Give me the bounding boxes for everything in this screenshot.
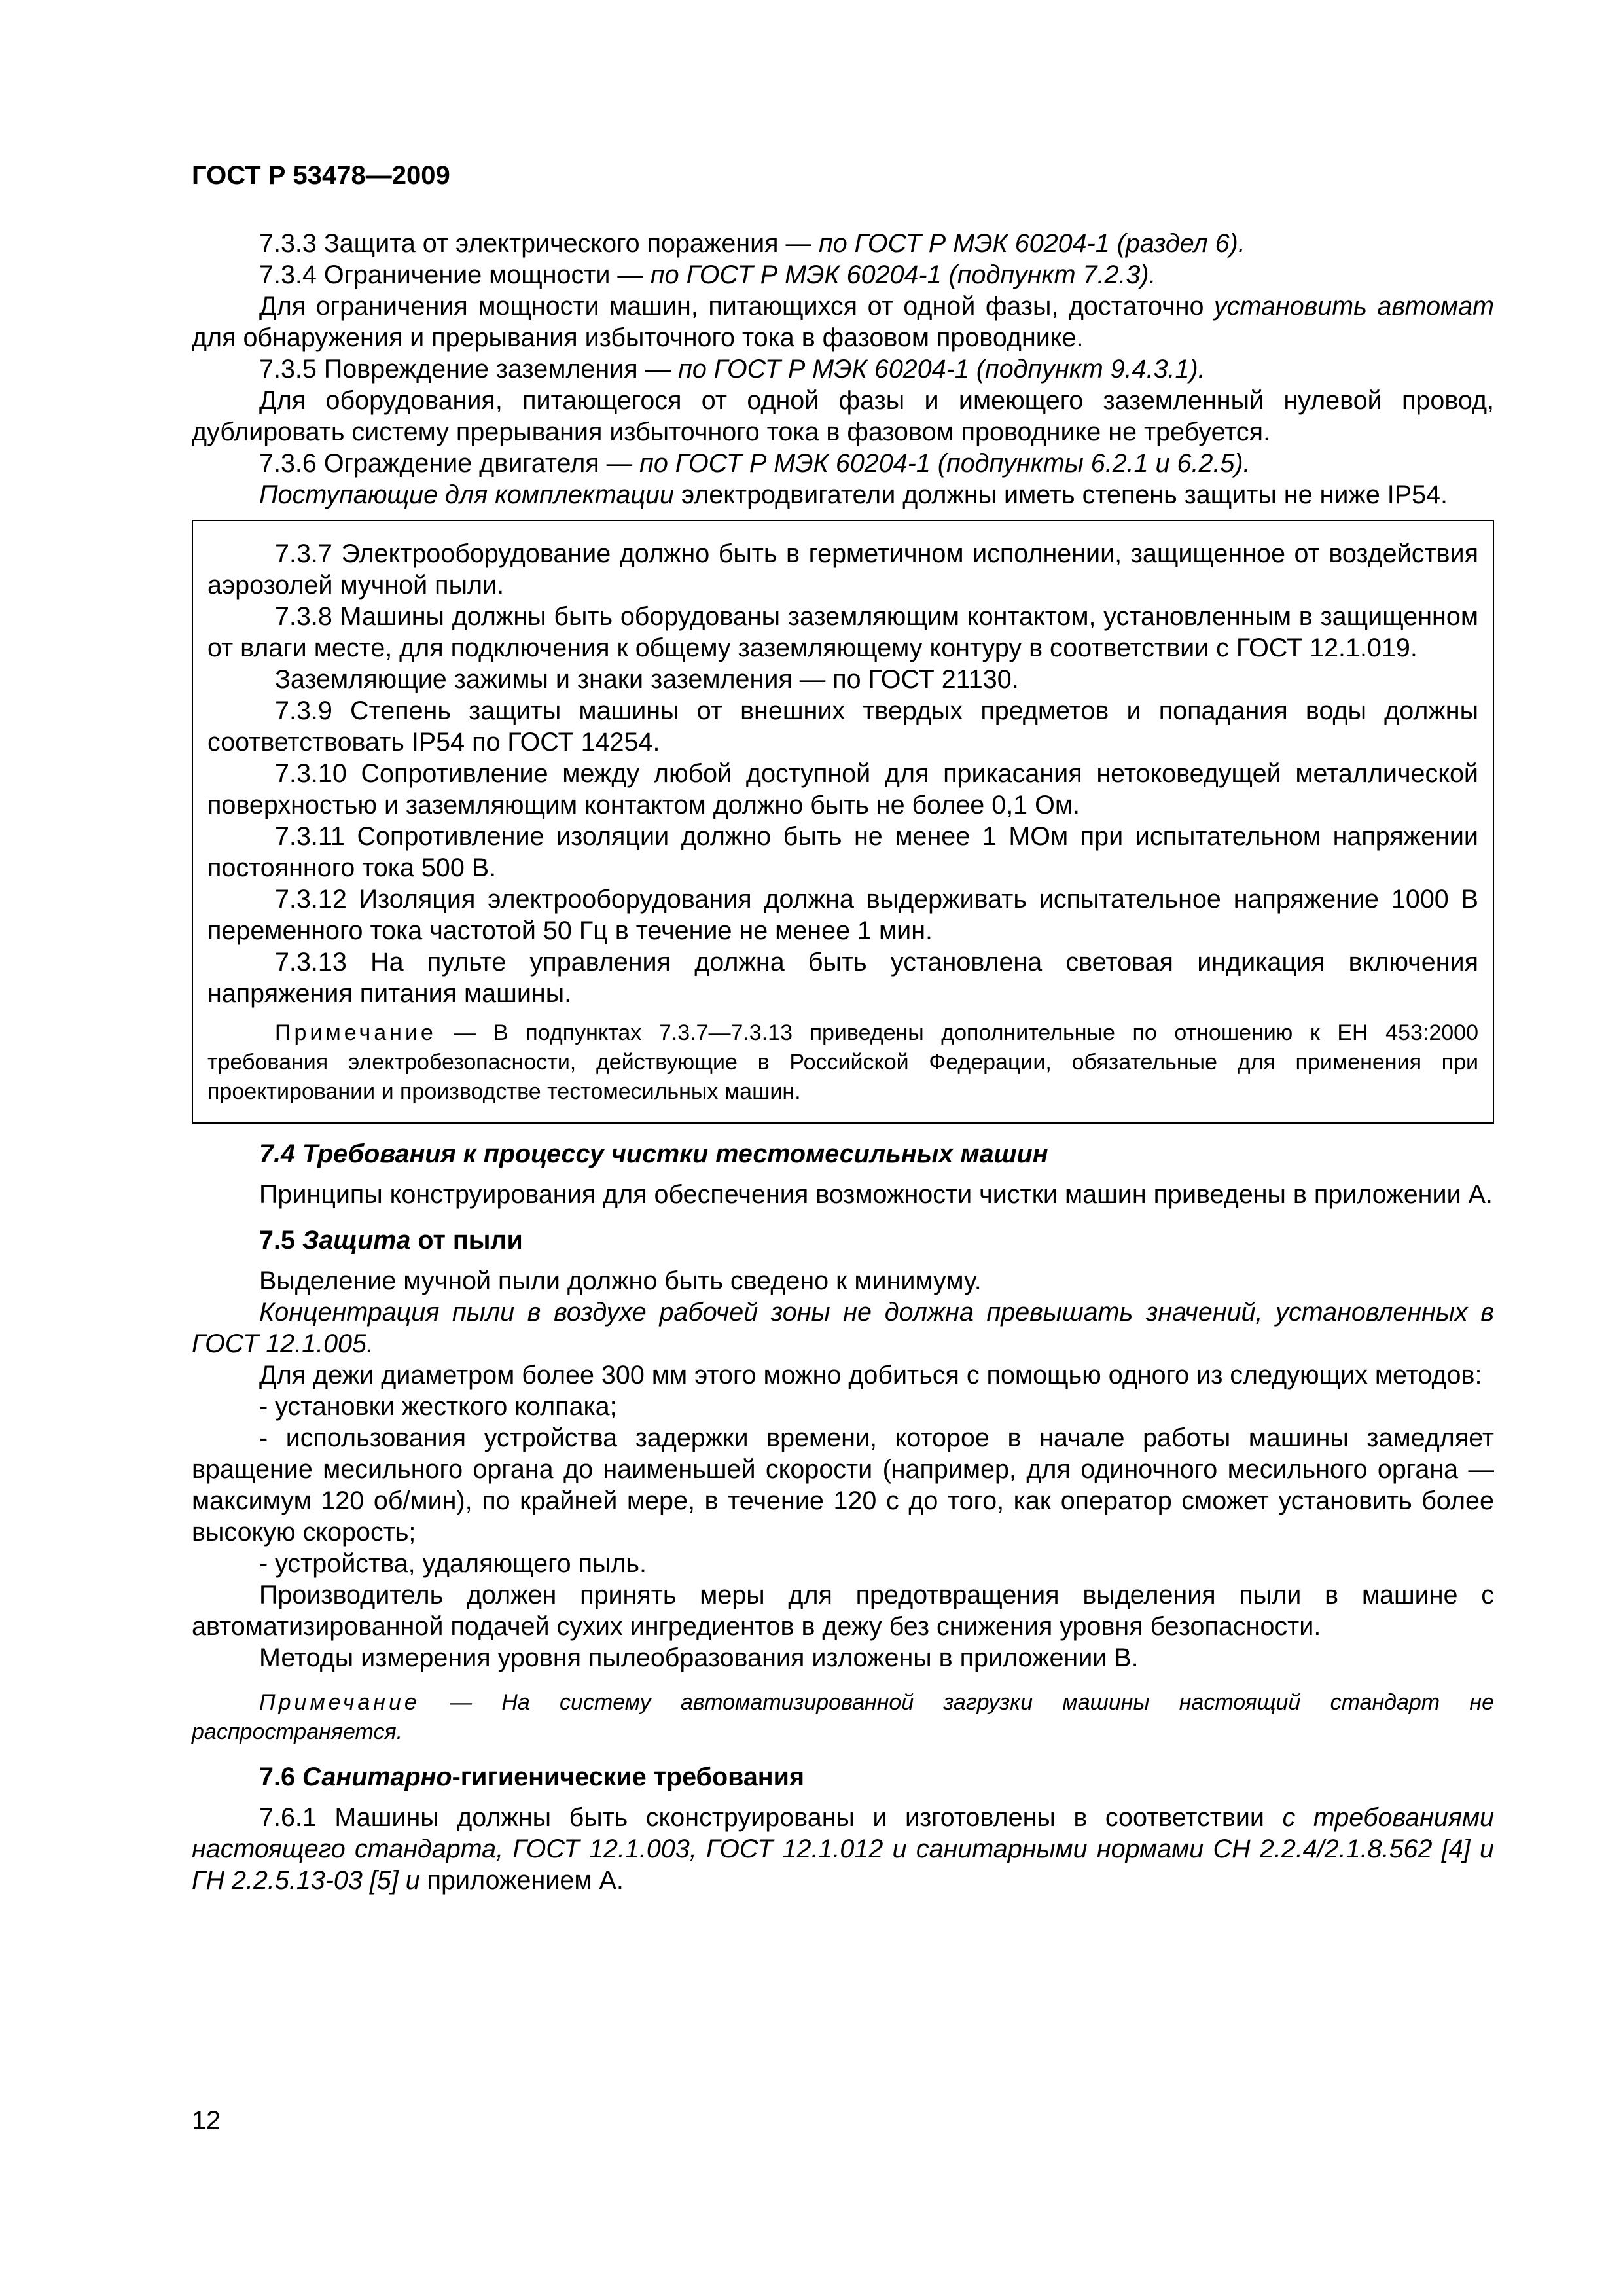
clause-7-3-3: 7.3.3 Защита от электрического поражения — по ГОСТ Р МЭК 60204-1 (раздел 6). [259, 229, 1245, 258]
box-note: Примечание — В подпунктах 7.3.7—7.3.13 приведены дополнительные по отношению к ЕН 453:2000 требования электробезопасности, действующие в Российской Федерации, обязательные для применения при проектировании и производстве тестомесильных машин. [207, 1020, 1478, 1104]
clause-7-3-9: 7.3.9 Степень защиты машины от внешних твердых предметов и попадания воды должны соответствовать IP54 по ГОСТ 14254. [207, 696, 1478, 757]
section-7-5-p1: Выделение мучной пыли должно быть сведено к минимуму. [259, 1266, 982, 1295]
clause-7-3-10: 7.3.10 Сопротивление между любой доступной для прикасания нетоковедущей металлической поверхностью и заземляющим контактом должно быть не более 0,1 Ом. [207, 759, 1478, 819]
clause-7-3-5: 7.3.5 Повреждение заземления — по ГОСТ Р МЭК 60204-1 (подпункт 9.4.3.1). [259, 355, 1205, 384]
section-7-5-p4: Производитель должен принять меры для предотвращения выделения пыли в машине с автоматизированной подачей сухих ингредиентов в дежу без снижения уровня безопасности. [192, 1581, 1494, 1641]
clause-7-3-4-text: Для ограничения мощности машин, питающихся от одной фазы, достаточно установить автомат для обнаружения и прерывания избыточного тока в фазовом проводнике. [192, 292, 1495, 352]
clause-7-6-1: 7.6.1 Машины должны быть сконструированы и изготовлены в соответствии с требованиями настоящего стандарта, ГОСТ 12.1.003, ГОСТ 12.1.012 и санитарными нормами СН 2.2.4/2.1.8.562 [4] и ГН 2.2.5.13-03 [5] и приложением А. [192, 1803, 1494, 1895]
clause-7-3-8: 7.3.8 Машины должны быть оборудованы заземляющим контактом, установленным в защищенном от влаги месте, для подключения к общему заземляющему контуру в соответствии с ГОСТ 12.1.019. [207, 602, 1478, 662]
clause-7-3-4: 7.3.4 Ограничение мощности — по ГОСТ Р МЭК 60204-1 (подпункт 7.2.3). [259, 260, 1156, 289]
section-7-4-text: Принципы конструирования для обеспечения возможности чистки машин приведены в приложении А. [259, 1180, 1493, 1209]
section-7-4-heading: 7.4 Требования к процессу чистки тестомесильных машин [259, 1139, 1048, 1168]
clause-7-3-13: 7.3.13 На пульте управления должна быть установлена световая индикация включения напряжения питания машины. [207, 948, 1478, 1008]
list-item: - устройства, удаляющего пыль. [259, 1549, 647, 1578]
list-item: - использования устройства задержки времени, которое в начале работы машины замедляет вращение месильного органа до наименьшей скорости (например, для одиночного месильного органа — максимум 120 об/мин), по крайней мере, в течение 120 с до того, как оператор сможет установить более высокую скорость; [192, 1424, 1494, 1547]
national-requirements-box [192, 520, 1494, 1124]
clause-7-3-8-text: Заземляющие зажимы и знаки заземления — по ГОСТ 21130. [275, 665, 1019, 694]
section-7-5-heading: 7.5 Защита от пыли [259, 1226, 523, 1255]
list-item: - установки жесткого колпака; [259, 1392, 617, 1421]
clause-7-3-11: 7.3.11 Сопротивление изоляции должно быть не менее 1 МОм при испытательном напряжении постоянного тока 500 В. [207, 822, 1478, 882]
section-7-5-p2: Концентрация пыли в воздухе рабочей зоны не должна превышать значений, установленных в ГОСТ 12.1.005. [192, 1298, 1494, 1358]
document-header: ГОСТ Р 53478—2009 [192, 161, 450, 190]
section-7-5-p5: Методы измерения уровня пылеобразования изложены в приложении В. [259, 1643, 1139, 1672]
page-content [192, 228, 1494, 1896]
page-number: 12 [192, 2106, 221, 2135]
clause-7-3-12: 7.3.12 Изоляция электрооборудования должна выдерживать испытательное напряжение 1000 В переменного тока частотой 50 Гц в течение не менее 1 мин. [207, 885, 1478, 945]
clause-7-3-6-text: Поступающие для комплектации электродвигатели должны иметь степень защиты не ниже IP54. [259, 480, 1448, 509]
clause-7-3-6: 7.3.6 Ограждение двигателя — по ГОСТ Р МЭК 60204-1 (подпункты 6.2.1 и 6.2.5). [259, 449, 1251, 478]
clause-7-3-7: 7.3.7 Электрооборудование должно быть в герметичном исполнении, защищенное от воздействия аэрозолей мучной пыли. [207, 539, 1478, 600]
section-7-5-p3: Для дежи диаметром более 300 мм этого можно добиться с помощью одного из следующих методов: [259, 1361, 1482, 1390]
section-7-6-heading: 7.6 Санитарно-гигиенические требования [259, 1763, 805, 1791]
clause-7-3-5-text: Для оборудования, питающегося от одной фазы и имеющего заземленный нулевой провод, дублировать систему прерывания избыточного тока в фазовом проводнике не требуется. [192, 386, 1494, 446]
section-7-5-note: Примечание — На систему автоматизированной загрузки машины настоящий стандарт не распространяется. [192, 1690, 1494, 1744]
